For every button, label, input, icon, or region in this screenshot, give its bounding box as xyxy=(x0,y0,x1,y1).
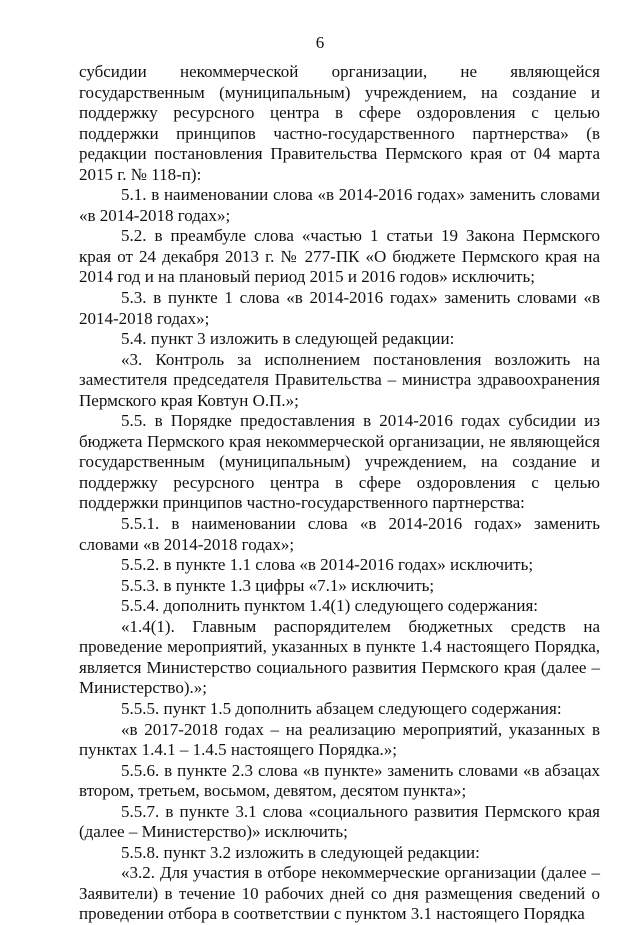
paragraph-5-5-4: 5.5.4. дополнить пунктом 1.4(1) следующего содержания: xyxy=(121,596,538,616)
paragraph-5-5-7: 5.5.7. в пункте 3.1 слова «социального развития Пермского края (далее – Министерство)» исключить; xyxy=(79,801,600,842)
page-number: 6 xyxy=(315,33,325,52)
paragraph-5-5-3: 5.5.3. в пункте 1.3 цифры «7.1» исключить; xyxy=(121,575,435,595)
paragraph-quote-2017-2018: «в 2017-2018 годах – на реализацию мероприятий, указанных в пунктах 1.4.1 – 1.4.5 настоящего Порядка.»; xyxy=(79,719,600,760)
document-body xyxy=(79,62,600,925)
paragraph-quote-3: «3. Контроль за исполнением постановления возложить на заместителя председателя Правительства – министра здравоохранения Пермского края Ковтун О.П.»; xyxy=(79,349,600,410)
paragraph-5-5-2: 5.5.2. в пункте 1.1 слова «в 2014-2016 годах» исключить; xyxy=(121,555,534,575)
paragraph-quote-1-4-1: «1.4(1). Главным распорядителем бюджетных средств на проведение мероприятий, указанных в пункте 1.4 настоящего Порядка, является Министерство социального развития Пермского края (далее – Министерство).»; xyxy=(79,616,600,698)
paragraph-5-5: 5.5. в Порядке предоставления в 2014-2016 годах субсидии из бюджета Пермского края некоммерческой организации, не являющейся государственным (муниципальным) учреждением, на создание и поддержку ресурсного центра в сфере оздоровления с целью поддержки принципов частно-государственного партнерства: xyxy=(79,411,600,513)
paragraph-quote-3-2: «3.2. Для участия в отборе некоммерческие организации (далее – Заявители) в течение 10 рабочих дней со дня размещения сведений о проведении отбора в соответствии с пунктом 3.1 настоящего Порядка xyxy=(79,863,600,924)
paragraph-5-5-6: 5.5.6. в пункте 2.3 слова «в пункте» заменить словами «в абзацах втором, третьем, восьмом, девятом, десятом пункта»; xyxy=(79,760,600,801)
paragraph-5-3: 5.3. в пункте 1 слова «в 2014-2016 годах» заменить словами «в 2014-2018 годах»; xyxy=(79,288,600,328)
paragraph-5-1: 5.1. в наименовании слова «в 2014-2016 годах» заменить словами «в 2014-2018 годах»; xyxy=(79,185,600,225)
paragraph-intro: субсидии некоммерческой организации, не являющейся государственным (муниципальным) учреждением, на создание и поддержку ресурсного центра в сфере оздоровления с целью поддержки принципов частно-государственного партнерства» (в редакции постановления Правительства Пермского края от 04 марта 2015 г. № 118-п): xyxy=(79,62,600,184)
paragraph-5-2: 5.2. в преамбуле слова «частью 1 статьи 19 Закона Пермского края от 24 декабря 2013 г. № 277-ПК «О бюджете Пермского края на 2014 год и на плановый период 2015 и 2016 годов» исключить; xyxy=(79,226,600,287)
paragraph-5-5-8: 5.5.8. пункт 3.2 изложить в следующей редакции: xyxy=(121,842,480,862)
paragraph-5-5-5: 5.5.5. пункт 1.5 дополнить абзацем следующего содержания: xyxy=(121,698,562,718)
paragraph-5-4: 5.4. пункт 3 изложить в следующей редакции: xyxy=(121,329,455,349)
paragraph-5-5-1: 5.5.1. в наименовании слова «в 2014-2016 годах» заменить словами «в 2014-2018 годах»; xyxy=(79,514,600,554)
